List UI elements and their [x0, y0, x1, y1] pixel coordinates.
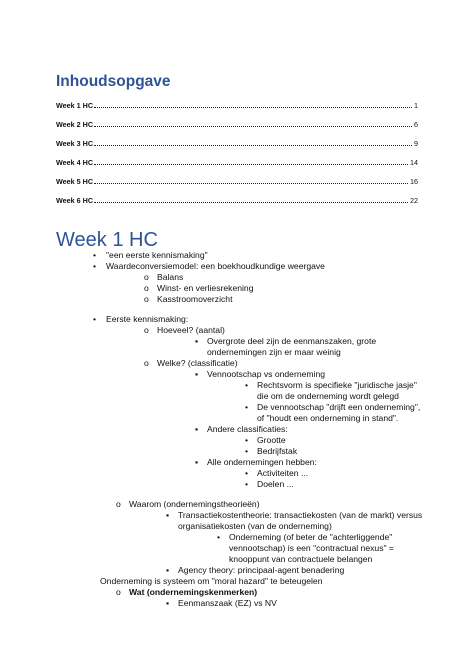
list-item-continuation: organisatiekosten (van de onderneming) [178, 521, 332, 531]
toc-entry[interactable] [56, 176, 418, 186]
bullet-circle-icon: o [144, 294, 149, 304]
list-item: Waardeconversiemodel: een boekhoudkundige weergave [106, 261, 325, 271]
toc-entry-label: Week 2 HC [56, 120, 94, 129]
toc-leader [94, 202, 408, 203]
toc-entry[interactable] [56, 138, 418, 148]
bullet-circle-icon: o [144, 283, 149, 293]
toc-entry-page: 22 [410, 196, 418, 205]
toc-leader [94, 107, 412, 108]
bullet-disc-icon: • [245, 435, 249, 445]
toc-title: Inhoudsopgave [56, 73, 171, 90]
section-heading: Week 1 HC [56, 229, 158, 251]
toc-entry-label: Week 6 HC [56, 196, 94, 205]
toc-entry-label: Week 4 HC [56, 158, 94, 167]
toc-entry[interactable] [56, 195, 418, 205]
toc-leader [94, 126, 412, 127]
list-item-continuation: ondernemingen zijn er maar weinig [207, 347, 341, 357]
toc-leader [94, 164, 408, 165]
paragraph-line: Onderneming is systeem om "moral hazard" te beteugelen [100, 576, 323, 586]
toc-entry-page: 6 [414, 120, 418, 129]
list-item: Eerste kennismaking: [106, 314, 189, 324]
bullet-disc-icon: • [245, 402, 249, 412]
toc-entry-page: 14 [410, 158, 418, 167]
bullet-disc-icon: • [245, 446, 249, 456]
toc-entry-page: 1 [414, 101, 418, 110]
list-item-bold: Wat (ondernemingskenmerken) [129, 587, 258, 597]
list-item: Rechtsvorm is specifieke "juridische jasje" [257, 380, 417, 390]
toc-entry[interactable] [56, 100, 418, 110]
bullet-square-icon: ▪ [195, 369, 199, 379]
list-item: Hoeveel? (aantal) [157, 325, 225, 335]
bullet-square-icon: ▪ [166, 598, 170, 608]
list-item-continuation: knooppunt van contractuele belangen [229, 554, 373, 564]
list-item: Overgrote deel zijn de eenmanszaken, grote [207, 336, 377, 346]
toc-entry-page: 9 [414, 139, 418, 148]
list-item-continuation: vennootschap) is een "contractual nexus" = [229, 543, 394, 553]
toc-entry-label: Week 1 HC [56, 101, 94, 110]
bullet-circle-icon: o [116, 499, 121, 509]
bullet-square-icon: ▪ [195, 457, 199, 467]
list-item: Welke? (classificatie) [157, 358, 238, 368]
list-item: Agency theory: principaal-agent benadering [178, 565, 345, 575]
bullet-disc-icon: • [217, 532, 221, 542]
bullet-circle-icon: o [144, 272, 149, 282]
list-item: Bedrijfstak [257, 446, 298, 456]
list-item: Vennootschap vs onderneming [207, 369, 326, 379]
list-item: Waarom (ondernemingstheorieën) [129, 499, 260, 509]
list-item: De vennootschap "drijft een onderneming", [257, 402, 421, 412]
list-item: Kasstroomoverzicht [157, 294, 233, 304]
bullet-circle-icon: o [144, 325, 149, 335]
list-item-continuation: die om de onderneming wordt gelegd [257, 391, 399, 401]
toc-entry-page: 16 [410, 177, 418, 186]
bullet-circle-icon: o [144, 358, 149, 368]
bullet-square-icon: ▪ [195, 424, 199, 434]
list-item: Transactiekostentheorie: transactiekosten (van de markt) versus [178, 510, 423, 520]
toc-entry[interactable] [56, 119, 418, 129]
bullet-square-icon: ▪ [195, 336, 199, 346]
toc-leader [94, 145, 412, 146]
list-item-continuation: of "houdt een onderneming in stand". [257, 413, 399, 423]
list-item: Alle ondernemingen hebben: [207, 457, 317, 467]
toc-entry[interactable] [56, 157, 418, 167]
bullet-circle-icon: o [116, 587, 121, 597]
list-item: "een eerste kennismaking" [106, 250, 208, 260]
list-item: Activiteiten ... [257, 468, 309, 478]
bullet-disc-icon: • [245, 468, 249, 478]
list-item: Balans [157, 272, 184, 282]
bullet-disc-icon: • [93, 250, 97, 260]
toc-entry-label: Week 5 HC [56, 177, 94, 186]
bullet-disc-icon: • [93, 314, 97, 324]
list-item: Andere classificaties: [207, 424, 288, 434]
list-item: Eenmanszaak (EZ) vs NV [178, 598, 277, 608]
toc-leader [94, 183, 408, 184]
bullet-square-icon: ▪ [166, 510, 170, 520]
list-item: Doelen ... [257, 479, 294, 489]
bullet-disc-icon: • [245, 380, 249, 390]
list-item: Grootte [257, 435, 286, 445]
list-item: Winst- en verliesrekening [157, 283, 254, 293]
bullet-disc-icon: • [93, 261, 97, 271]
toc-entry-label: Week 3 HC [56, 139, 94, 148]
bullet-square-icon: ▪ [166, 565, 170, 575]
list-item: Onderneming (of beter de "achterliggende" [229, 532, 393, 542]
bullet-disc-icon: • [245, 479, 249, 489]
